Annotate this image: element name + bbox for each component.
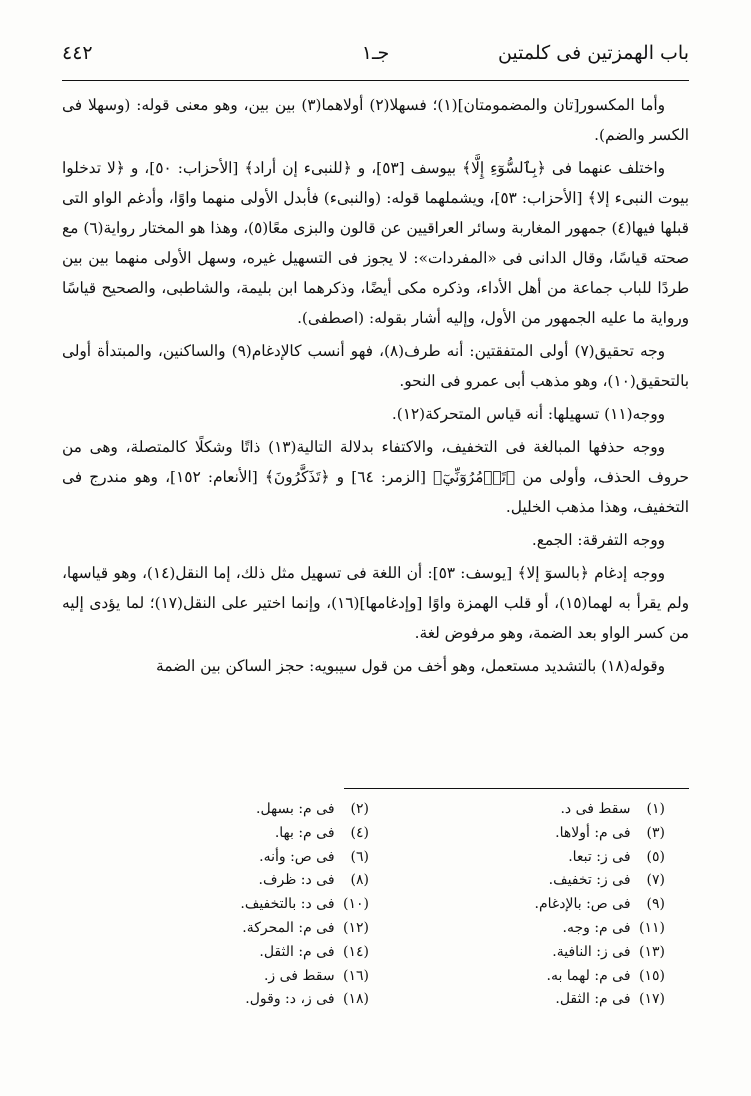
footnote [425, 822, 665, 846]
footnote-text: فى ص: بالإدغام. [534, 896, 631, 913]
paragraph: ووجه(١١) تسهيلها: أنه قياس المتحركة(١٢). [391, 405, 665, 423]
footnote-text: فى م: أولاها. [555, 824, 631, 841]
footnote-number: (١٢) [343, 919, 369, 936]
footnote-text: فى ز، د: وقول. [245, 991, 335, 1008]
footnote [425, 917, 665, 941]
running-title: باب الهمزتين فى كلمتين [497, 42, 689, 64]
footnote-number: (١٤) [343, 943, 369, 960]
footnote [425, 988, 665, 1012]
footnote-number: (١٧) [639, 991, 665, 1008]
footnote-number: (٦) [350, 848, 369, 865]
footnote-text: فى ز: النافية. [552, 943, 631, 960]
paragraph: وأما المكسور[تان والمضمومتان](١)؛ فسهلا(٢) أولاهما(٣) بين بين، وهو معنى قوله: (وسهلا فى الكسر والضم). [62, 96, 689, 144]
footnote-text: فى م: المحركة. [242, 919, 335, 936]
footnote-number: (١٥) [639, 967, 665, 984]
footnote [425, 941, 665, 965]
footnote-number: (٩) [646, 896, 665, 913]
footnote-number: (١) [646, 801, 665, 817]
footnote-text: فى م: بها. [274, 824, 335, 841]
footnote [425, 965, 665, 989]
paragraph: وقوله(١٨) بالتشديد مستعمل، وهو أخف من قول سيبويه: حجز الساكن بين الضمة [156, 657, 665, 675]
paragraph: وجه تحقيق(٧) أولى المتفقتين: أنه طرف(٨)، فهو أنسب كالإدغام(٩) والساكنين، والمبتدأة أولى بالتحقيق(١٠)، وهو مذهب أبى عمرو فى النحو. [62, 342, 689, 390]
footnote [129, 965, 369, 989]
page-header [62, 38, 689, 76]
footnote-number: (١٦) [343, 967, 369, 984]
header-rule [62, 80, 689, 81]
paragraph: ووجه إدغام ﴿بالسوٓ إلا﴾ [يوسف: ٥٣]: أن اللغة فى تسهيل مثل ذلك، إما النقل(١٤)، وهو قياسها، ولم يقرأ به لهما(١٥)، أو قلب الهمزة واوًا [وإدغامها](١٦)، وإنما اختير على النقل(١٧)؛ لما يؤدى إليه من كسر الواو بعد الضمة، وهو مرفوض لغة. [62, 564, 689, 642]
footnote-number: (١١) [639, 919, 665, 936]
paragraph: واختلف عنهما فى ﴿بِٱلسُّوٓءِ إِلَّا﴾ بيوسف [٥٣]، و ﴿للنبىء إن أراد﴾ [الأحزاب: ٥٠]، و ﴿لا تدخلوا بيوت النبىء إلا﴾ [الأحزاب: ٥٣]، ويشملهما قوله: (والنبىء) فأبدل الأولى منهما واوًا، وأدغم الواو التى قبلها فيها(٤) جمهور المغاربة وسائر العراقيين عن قالون والبزى معًا(٥)، وهذا هو المختار رواية(٦) مع صحته قياسًا، وقال الدانى فى «المفردات»: لا يجوز فى التسهيل غيره، وسهل الأولى منهما بين بين طردًا للباب جماعة من أهل الأداء، وذكره مكى أيضًا، وذكرهما ابن بليمة، والشاطبى، والصحيح قياسًا ورواية ما عليه الجمهور من الأول، وإليه أشار بقوله: (اصطفى). [62, 159, 689, 327]
footnote [425, 846, 665, 870]
footnote [129, 869, 369, 893]
footnote-text: فى م: لهما به. [546, 967, 631, 984]
main-text [62, 90, 689, 768]
footnote-text: سقط فى د. [560, 801, 631, 817]
footnote-number: (٣) [646, 824, 665, 841]
page-number: ٤٤٢ [62, 42, 93, 64]
footnote-number: (١٣) [639, 943, 665, 960]
volume-label: جـ١ [361, 42, 390, 64]
paragraph: ووجه التفرقة: الجمع. [531, 531, 665, 549]
footnote-text: فى م: الثقل. [259, 943, 335, 960]
footnote [425, 798, 665, 822]
footnote-number: (٨) [350, 872, 369, 889]
footnote [425, 869, 665, 893]
footnote-text: فى ص: وأنه. [259, 848, 335, 865]
footnote [425, 893, 665, 917]
footnote-text: سقط فى ز. [263, 967, 335, 984]
footnote [129, 941, 369, 965]
footnote [129, 846, 369, 870]
footnote-text: فى م: بسهل. [256, 801, 335, 817]
footnote-text: فى د: ظرف. [258, 872, 335, 889]
footnote [129, 893, 369, 917]
footnote-text: فى م: الثقل. [555, 991, 631, 1008]
footnote-number: (٤) [350, 824, 369, 841]
footnote-separator [344, 788, 689, 789]
footnote [129, 917, 369, 941]
footnote [129, 798, 369, 822]
footnote [129, 822, 369, 846]
footnote-number: (٥) [646, 848, 665, 865]
paragraph: ووجه حذفها المبالغة فى التخفيف، والاكتفاء بدلالة التالية(١٣) ذاتًا وشكلًا كالمتصلة، وهى من حروف الحذف، وأولى من ﴿تَأۡمُرُوٓنِّيٓ﴾ [الزمر: ٦٤] و ﴿تَذَكَّرُونَ﴾ [الأنعام: ١٥٢]، وهو مندرج فى التخفيف، وهذا مذهب الخليل. [62, 438, 689, 516]
footnotes-right-column [425, 798, 665, 1012]
footnote-number: (٧) [646, 872, 665, 889]
footnote-text: فى م: وجه. [562, 919, 631, 936]
footnote [129, 988, 369, 1012]
footnote-text: فى د: بالتخفيف. [240, 896, 335, 913]
footnote-text: فى ز: تبعا. [568, 848, 631, 865]
footnote-text: فى ز: تخفيف. [548, 872, 631, 889]
footnotes-left-column [129, 798, 369, 1012]
footnote-number: (٢) [350, 801, 369, 817]
footnote-number: (١٨) [343, 991, 369, 1008]
footnote-number: (١٠) [343, 896, 369, 913]
